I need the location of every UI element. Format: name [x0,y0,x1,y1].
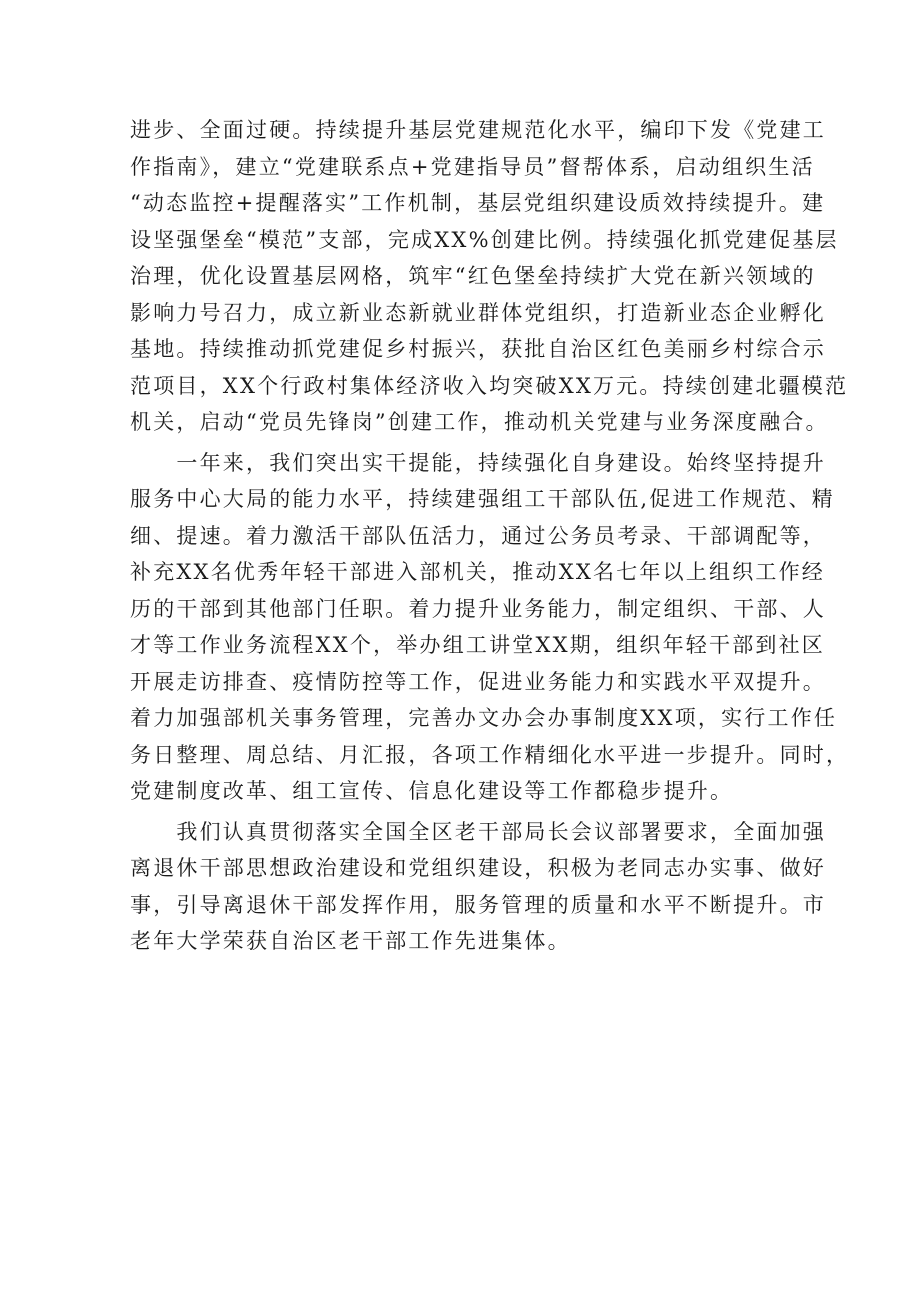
text-line: 开展走访排查、疫情防控等工作，促进业务能力和实践水平双提升。 [130,669,826,694]
text-line: 设坚强堡垒“模范”支部，完成XX%创建比例。持续强化抓党建促基层 [130,227,839,252]
text-line: 着力加强部机关事务管理，完善办文办会办事制度XX项，实行工作任 [130,706,838,730]
text-line: 基地。持续推动抓党建促乡村振兴，获批自治区红色美丽乡村综合示 [130,337,826,361]
document-body [130,112,850,960]
text-line: 机关，启动“党员先锋岗”创建工作，推动机关党建与业务深度融合。 [130,410,829,434]
text-line: 离退休干部思想政治建设和党组织建设，积极为老同志办实事、做好 [130,856,826,880]
text-line: 作指南》，建立“党建联系点+党建指导员”督帮体系，启动组织生活 [130,154,815,179]
text-line: 范项目，XX个行政村集体经济收入均突破XX万元。持续创建北疆模范 [130,373,849,398]
text-line: 补充XX名优秀年轻干部进入部机关，推动XX名七年以上组织工作经 [130,560,825,584]
text-line: 老年大学荣获自治区老干部工作先进集体。 [130,929,571,953]
paragraph-2 [130,445,850,810]
text-line: 一年来，我们突出实干提能，持续强化自身建设。始终坚持提升 [130,450,826,475]
text-line: 党建制度改革、组工宣传、信息化建设等工作都稳步提升。 [130,779,734,803]
text-line: 务日整理、周总结、月汇报，各项工作精细化水平进一步提升。同时， [130,742,850,767]
text-line: 事，引导离退休干部发挥作用，服务管理的质量和水平不断提升。市 [130,892,826,917]
paragraph-3 [130,814,826,960]
text-line: 进步、全面过硬。持续提升基层党建规范化水平，编印下发《党建工 [130,118,826,142]
text-line: 服务中心大局的能力水平，持续建强组工干部队伍,促进工作规范、精 [130,487,835,511]
paragraph-1 [130,112,849,441]
text-line: 我们认真贯彻落实全国全区老干部局长会议部署要求，全面加强 [130,819,826,844]
text-line: 才等工作业务流程XX个，举办组工讲堂XX期，组织年轻干部到社区 [130,633,825,657]
text-line: “动态监控+提醒落实”工作机制，基层党组织建设质效持续提升。建 [130,191,826,215]
text-line: 细、提速。着力激活干部队伍活力，通过公务员考录、干部调配等， [130,523,826,548]
text-line: 影响力号召力，成立新业态新就业群体党组织，打造新业态企业孵化 [130,300,826,325]
text-line: 治理，优化设置基层网格，筑牢“红色堡垒持续扩大党在新兴领域的 [130,264,816,288]
text-line: 历的干部到其他部门任职。着力提升业务能力，制定组织、干部、人 [130,596,826,621]
